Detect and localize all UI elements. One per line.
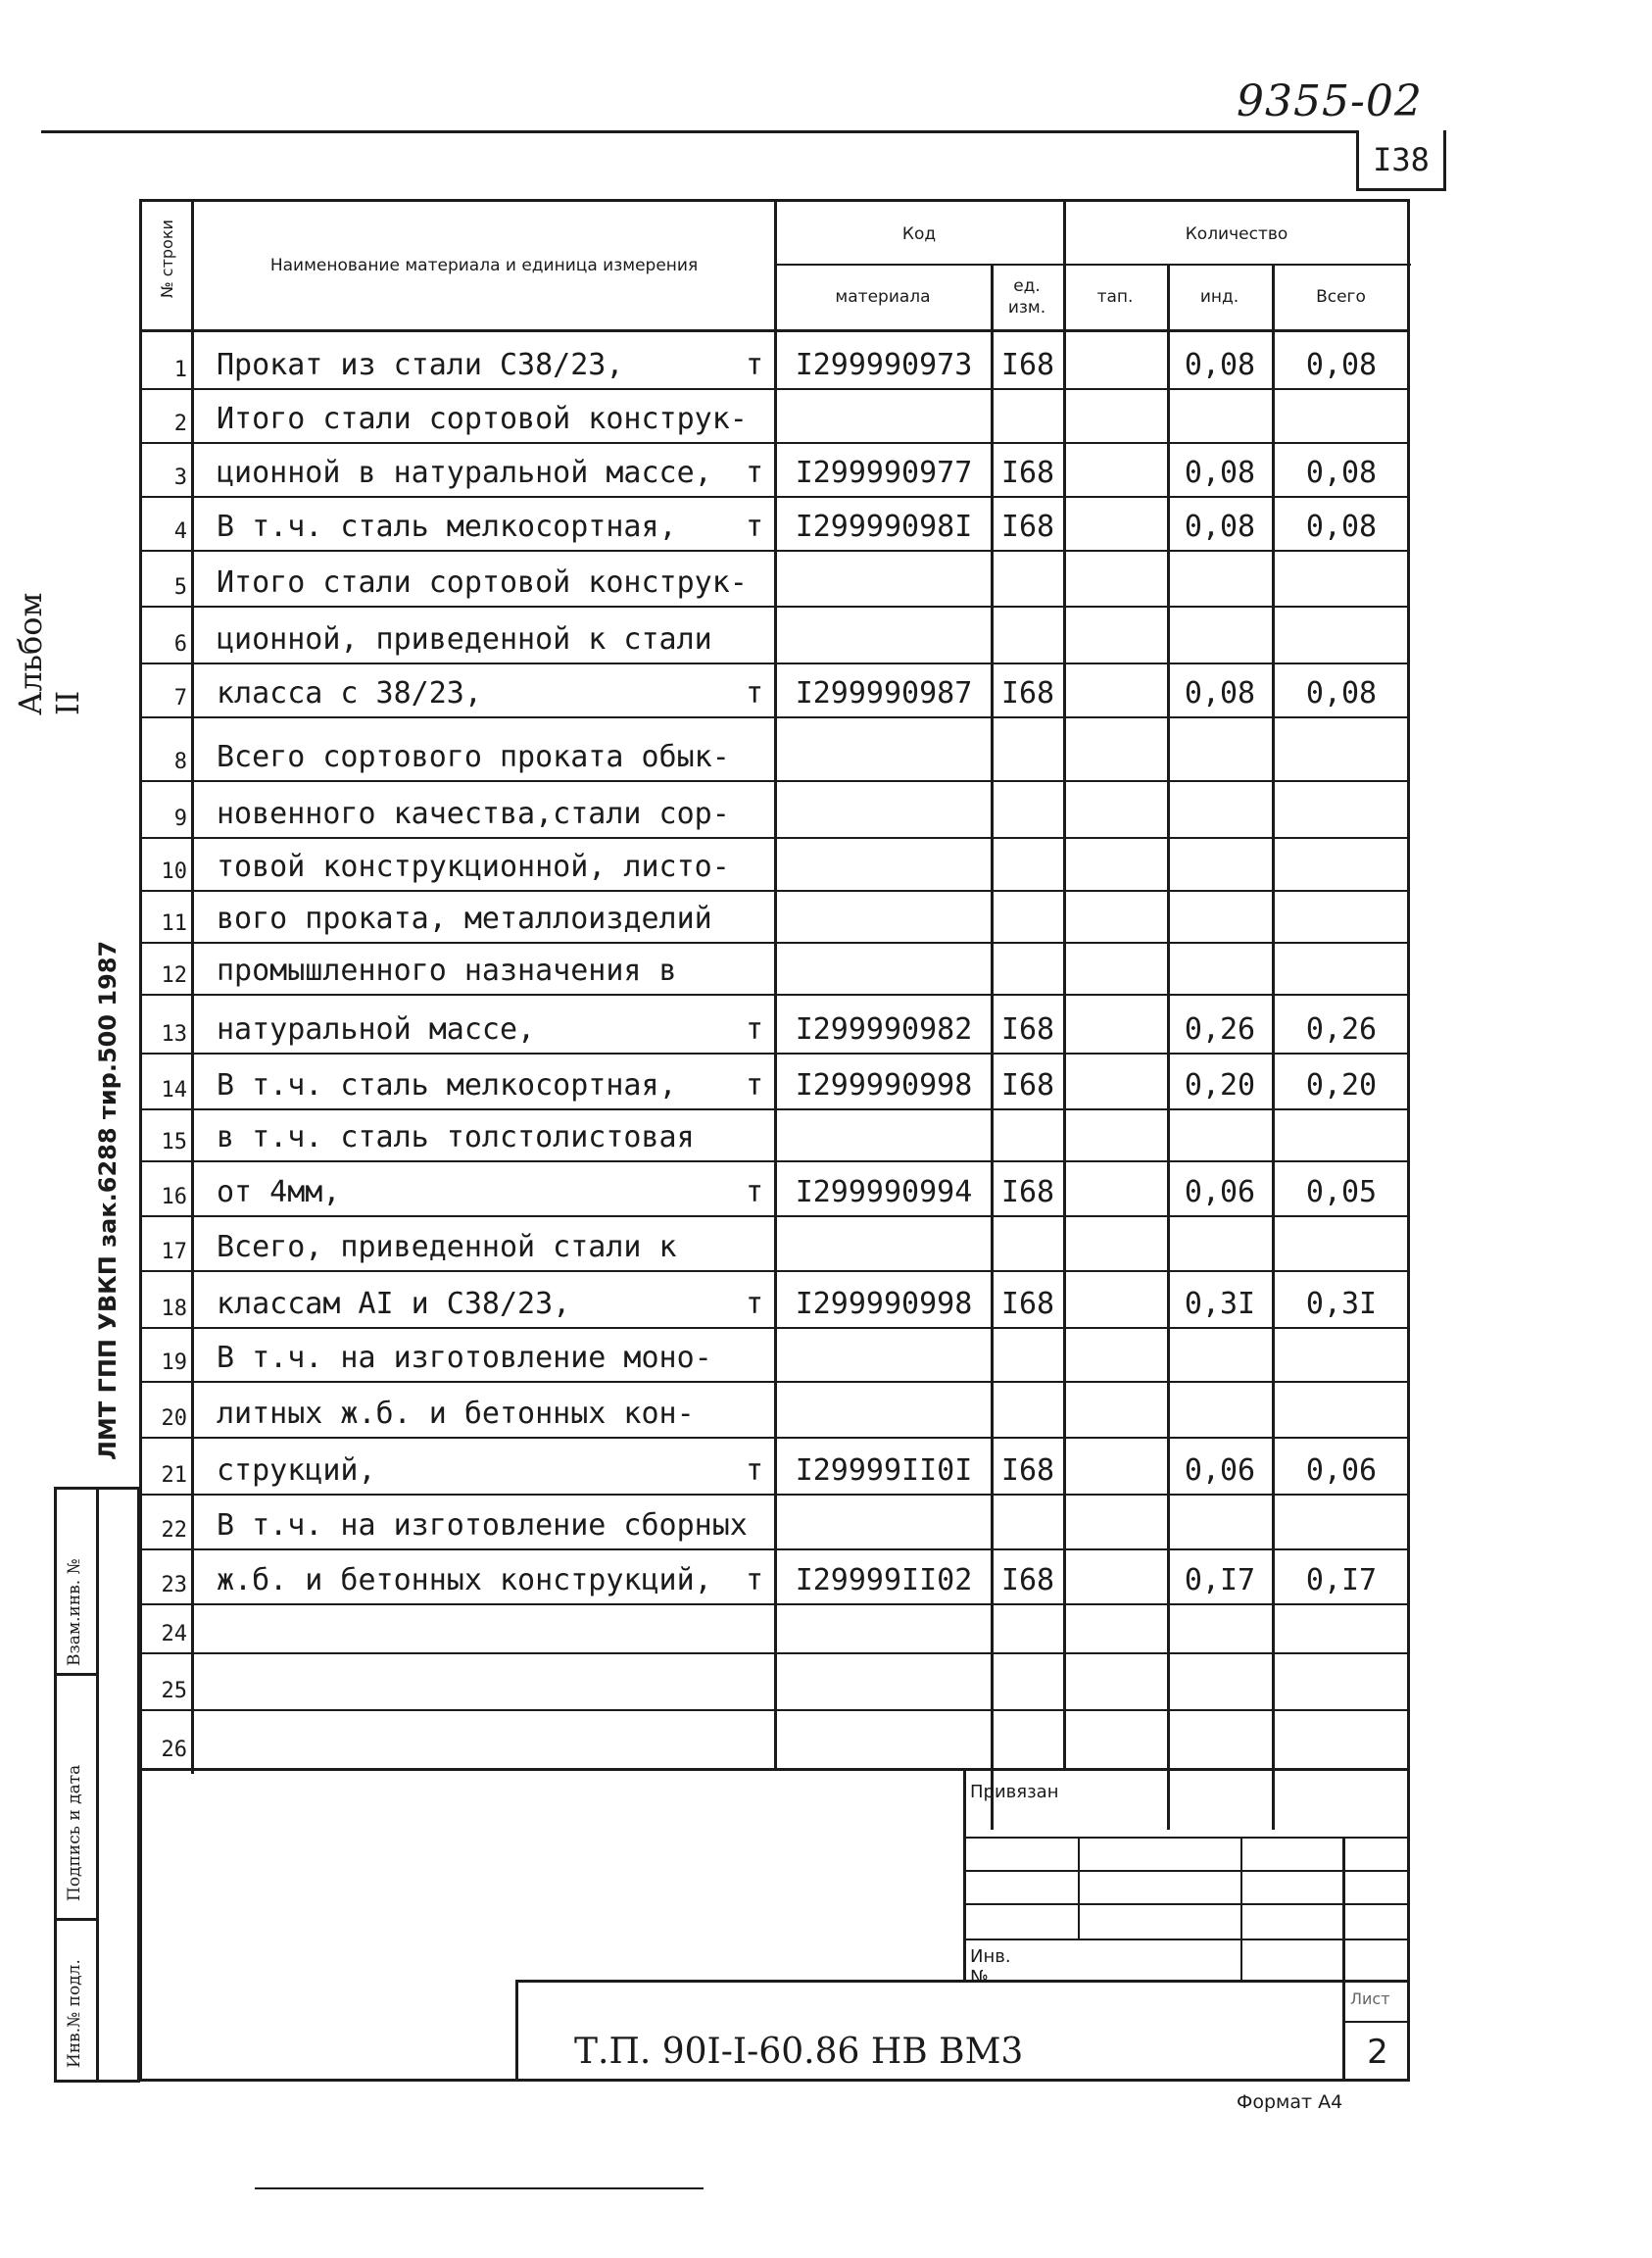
qty-ind: 0,08 [1184,510,1256,544]
material-name [217,329,771,382]
qty-ind [1169,942,1271,988]
qty-total [1275,1381,1408,1431]
top-rule [41,130,1359,133]
qty-total: 0,08 [1305,510,1378,544]
material-unit: т [745,1287,763,1321]
qty-tap [1065,994,1167,1047]
material-name [217,1270,771,1321]
header-code-unit: ед. изм. [1007,276,1046,318]
row-number: 16 [161,1185,187,1209]
material-name-text: В т.ч. на изготовление сборных [217,1508,748,1543]
material-name [217,1327,771,1375]
qty-ind: 0,I7 [1184,1563,1256,1597]
material-name [217,1494,771,1543]
row-number: 19 [161,1350,187,1375]
header-qty-tap: тап. [1096,287,1134,307]
unit-code [993,1108,1063,1154]
material-name-text: от 4мм, [217,1175,341,1209]
material-code [777,606,991,657]
qty-tap [1065,780,1167,831]
row-number: 9 [173,807,187,831]
unit-code [993,550,1063,600]
unit-code [993,942,1063,988]
material-name-text: ционной в натуральной массе, [217,456,712,490]
qty-total [1275,1652,1408,1703]
qty-tap [1065,1603,1167,1646]
material-unit: т [745,1068,763,1103]
qty-total: 0,20 [1305,1068,1378,1103]
qty-tap [1065,1437,1167,1488]
qty-ind [1169,1215,1271,1264]
material-name-text: класса с 38/23, [217,676,482,711]
material-unit: т [745,1563,763,1597]
tb-line-v2 [1078,1837,1080,1939]
qty-ind: 0,06 [1184,1453,1256,1488]
label-sign-date: Подпись и дата [65,1764,84,1901]
header-quantity: Количество [1185,224,1288,244]
material-code: I29999II02 [795,1563,973,1597]
tb-line-h6 [1342,2021,1409,2023]
material-name [217,1160,771,1209]
material-name [217,1381,771,1431]
qty-ind [1169,606,1271,657]
material-unit: т [745,676,763,711]
material-name [217,442,771,490]
material-name [217,1215,771,1264]
row-number: 10 [161,859,187,884]
tb-line-v1 [963,1768,966,1982]
qty-total [1275,606,1408,657]
material-code: I299990982 [795,1012,973,1047]
qty-total [1275,890,1408,936]
qty-total [1275,1108,1408,1154]
row-number: 1 [173,358,187,382]
row-number: 25 [161,1679,187,1703]
qty-tap [1065,442,1167,490]
unit-code: I68 [1000,1453,1055,1488]
qty-total [1275,1603,1408,1646]
qty-total: 0,08 [1305,676,1378,711]
material-code: I299990998 [795,1287,973,1321]
row-number: 8 [173,750,187,774]
unit-code: I68 [1000,1563,1055,1597]
unit-code [993,606,1063,657]
unit-code [993,1709,1063,1762]
label-inv-orig: Инв.№ подл. [65,1959,84,2068]
qty-ind [1169,780,1271,831]
qty-total: 0,I7 [1305,1563,1378,1597]
materials-table [139,199,1410,1771]
material-name [217,1437,771,1488]
qty-ind: 0,26 [1184,1012,1256,1047]
unit-code [993,837,1063,884]
material-name [217,388,771,436]
qty-ind [1169,550,1271,600]
qty-ind [1169,1709,1271,1762]
qty-total [1275,837,1408,884]
unit-code [993,1381,1063,1431]
unit-code: I68 [1000,1012,1055,1047]
label-privyazan: Привязан [970,1782,1059,1802]
qty-ind: 0,08 [1184,676,1256,711]
material-name [217,1603,771,1646]
material-name [217,1548,771,1597]
material-name-text: классам АI и С38/23, [217,1287,571,1321]
material-unit: т [745,510,763,544]
unit-code [993,1652,1063,1703]
qty-tap [1065,942,1167,988]
qty-tap [1065,890,1167,936]
material-code [777,1603,991,1646]
material-name [217,1652,771,1703]
qty-tap [1065,716,1167,774]
qty-ind [1169,1381,1271,1431]
row-number: 22 [161,1518,187,1543]
material-name-text: промышленного назначения в [217,954,677,988]
material-name [217,994,771,1047]
unit-code [993,716,1063,774]
qty-total: 0,08 [1305,456,1378,490]
document-code: Т.П. 90I-I-60.86 НВ ВМ3 [574,2032,1024,2072]
header-qty-ind: инд. [1199,287,1239,307]
row-number: 21 [161,1463,187,1488]
qty-tap [1065,837,1167,884]
qty-tap [1065,1108,1167,1154]
material-name-text: ционной, приведенной к стали [217,622,712,657]
qty-ind [1169,388,1271,436]
material-code [777,1108,991,1154]
qty-total: 0,08 [1305,348,1378,382]
material-code [777,780,991,831]
row-number: 24 [161,1622,187,1646]
qty-ind [1169,1652,1271,1703]
unit-code [993,1215,1063,1264]
material-code: I299990998 [795,1068,973,1103]
qty-ind [1169,1603,1271,1646]
row-number: 18 [161,1297,187,1321]
qty-tap [1065,1652,1167,1703]
unit-code [993,890,1063,936]
material-name [217,837,771,884]
unit-code: I68 [1000,1287,1055,1321]
document-number: 9355-02 [1237,76,1423,126]
material-unit: т [745,348,763,382]
material-unit: т [745,1453,763,1488]
material-name [217,496,771,544]
header-qty-total: Всего [1316,287,1366,307]
material-code [777,388,991,436]
material-name [217,663,771,711]
tb-line-v3 [1240,1837,1242,1982]
material-name-text: вого проката, металлоизделий [217,902,712,936]
material-name-text: В т.ч. сталь мелкосортная, [217,510,677,544]
unit-code [993,780,1063,831]
header-name: Наименование материала и единица измерения [269,256,699,275]
material-code [777,1709,991,1762]
material-name-text: натуральной массе, [217,1012,536,1047]
header-code: Код [901,224,937,244]
row-number: 14 [161,1078,187,1103]
label-inv-no: Инв. № [970,1946,1011,1988]
qty-total [1275,1215,1408,1264]
qty-tap [1065,496,1167,544]
material-code [777,1381,991,1431]
material-code [777,1494,991,1543]
qty-tap [1065,1494,1167,1543]
row-number: 11 [161,911,187,936]
qty-total [1275,1494,1408,1543]
qty-total [1275,716,1408,774]
material-name [217,890,771,936]
qty-ind [1169,1327,1271,1375]
header-row-no: № строки [157,220,176,298]
material-code [777,837,991,884]
row-number: 5 [173,575,187,600]
unit-code: I68 [1000,510,1055,544]
row-number: 17 [161,1240,187,1264]
tb-line-v5 [515,1980,518,2082]
sheet-number: 2 [1367,2033,1388,2072]
qty-tap [1065,329,1167,382]
qty-ind: 0,08 [1184,456,1256,490]
album-label: Альбом II [12,592,86,715]
material-name [217,1709,771,1762]
qty-total [1275,1709,1408,1762]
unit-code: I68 [1000,676,1055,711]
material-name-text: В т.ч. сталь мелкосортная, [217,1068,677,1103]
qty-tap [1065,1709,1167,1762]
header-subline [774,264,1411,266]
material-name-text: Всего, приведенной стали к [217,1230,677,1264]
qty-total [1275,1327,1408,1375]
qty-tap [1065,1327,1167,1375]
page-number: I38 [1356,130,1446,191]
row-number: 13 [161,1022,187,1047]
unit-code [993,1327,1063,1375]
qty-ind: 0,3I [1184,1287,1256,1321]
material-unit: т [745,1175,763,1209]
header-code-material: материала [835,287,931,307]
material-code [777,1215,991,1264]
material-name-text: Всего сортового проката обык- [217,740,730,774]
material-name [217,780,771,831]
unit-code: I68 [1000,348,1055,382]
material-name-text: новенного качества,стали сор- [217,797,730,831]
format-label: Формат А4 [1237,2091,1343,2113]
material-name-text: В т.ч. на изготовление моно- [217,1341,712,1375]
qty-total [1275,550,1408,600]
material-name [217,550,771,600]
material-name-text: Итого стали сортовой конструк- [217,565,748,600]
qty-ind: 0,06 [1184,1175,1256,1209]
material-name-text: литных ж.б. и бетонных кон- [217,1397,695,1431]
unit-code [993,388,1063,436]
label-list: Лист [1350,1989,1390,2008]
qty-tap [1065,1053,1167,1103]
material-name [217,942,771,988]
material-code: I29999II0I [795,1453,973,1488]
material-code: I299990977 [795,456,973,490]
material-code: I299990987 [795,676,973,711]
row-number: 3 [173,466,187,490]
material-name-text: Прокат из стали С38/23, [217,348,624,382]
qty-total [1275,942,1408,988]
material-name-text: струкций, [217,1453,376,1488]
material-name-text: товой конструкционной, листо- [217,850,730,884]
unit-code [993,1603,1063,1646]
left-stamp-box [54,1487,140,2083]
qty-tap [1065,1215,1167,1264]
material-code [777,1652,991,1703]
qty-ind [1169,716,1271,774]
qty-tap [1065,1381,1167,1431]
material-code [777,550,991,600]
material-name [217,716,771,774]
qty-total: 0,3I [1305,1287,1378,1321]
qty-tap [1065,606,1167,657]
material-code [777,942,991,988]
material-code: I29999098I [795,510,973,544]
label-vzam-inv: Взам.инв. № [65,1558,84,1666]
material-code: I299990973 [795,348,973,382]
material-unit: т [745,1012,763,1047]
row-number: 15 [161,1130,187,1154]
qty-total: 0,26 [1305,1012,1378,1047]
material-code: I299990994 [795,1175,973,1209]
material-unit: т [745,456,763,490]
material-name-text: Итого стали сортовой конструк- [217,402,748,436]
row-number: 12 [161,963,187,988]
qty-tap [1065,1548,1167,1597]
print-stamp: ЛМТ ГПП УВКП зак.6288 тир.500 1987 [94,940,121,1460]
material-name-text: в т.ч. сталь толстолистовая [217,1120,695,1154]
material-code [777,890,991,936]
qty-tap [1065,550,1167,600]
row-number: 2 [173,412,187,436]
qty-total [1275,780,1408,831]
material-name-text: ж.б. и бетонных конструкций, [217,1563,712,1597]
qty-ind [1169,1494,1271,1543]
material-name [217,606,771,657]
tb-line-h5 [515,1980,1409,1983]
bottom-rule [255,2187,704,2189]
qty-ind [1169,837,1271,884]
unit-code: I68 [1000,1175,1055,1209]
row-number: 7 [173,686,187,711]
qty-total [1275,388,1408,436]
material-code [777,716,991,774]
qty-total: 0,06 [1305,1453,1378,1488]
unit-code [993,1494,1063,1543]
material-name [217,1053,771,1103]
row-number: 23 [161,1573,187,1597]
qty-tap [1065,663,1167,711]
material-code [777,1327,991,1375]
row-number: 6 [173,632,187,657]
unit-code: I68 [1000,456,1055,490]
qty-ind [1169,1108,1271,1154]
qty-ind: 0,20 [1184,1068,1256,1103]
unit-code: I68 [1000,1068,1055,1103]
qty-ind [1169,890,1271,936]
row-number: 26 [161,1738,187,1762]
qty-tap [1065,1270,1167,1321]
qty-ind: 0,08 [1184,348,1256,382]
material-name [217,1108,771,1154]
qty-tap [1065,1160,1167,1209]
row-number: 20 [161,1406,187,1431]
qty-total: 0,05 [1305,1175,1378,1209]
row-number: 4 [173,519,187,544]
qty-tap [1065,388,1167,436]
